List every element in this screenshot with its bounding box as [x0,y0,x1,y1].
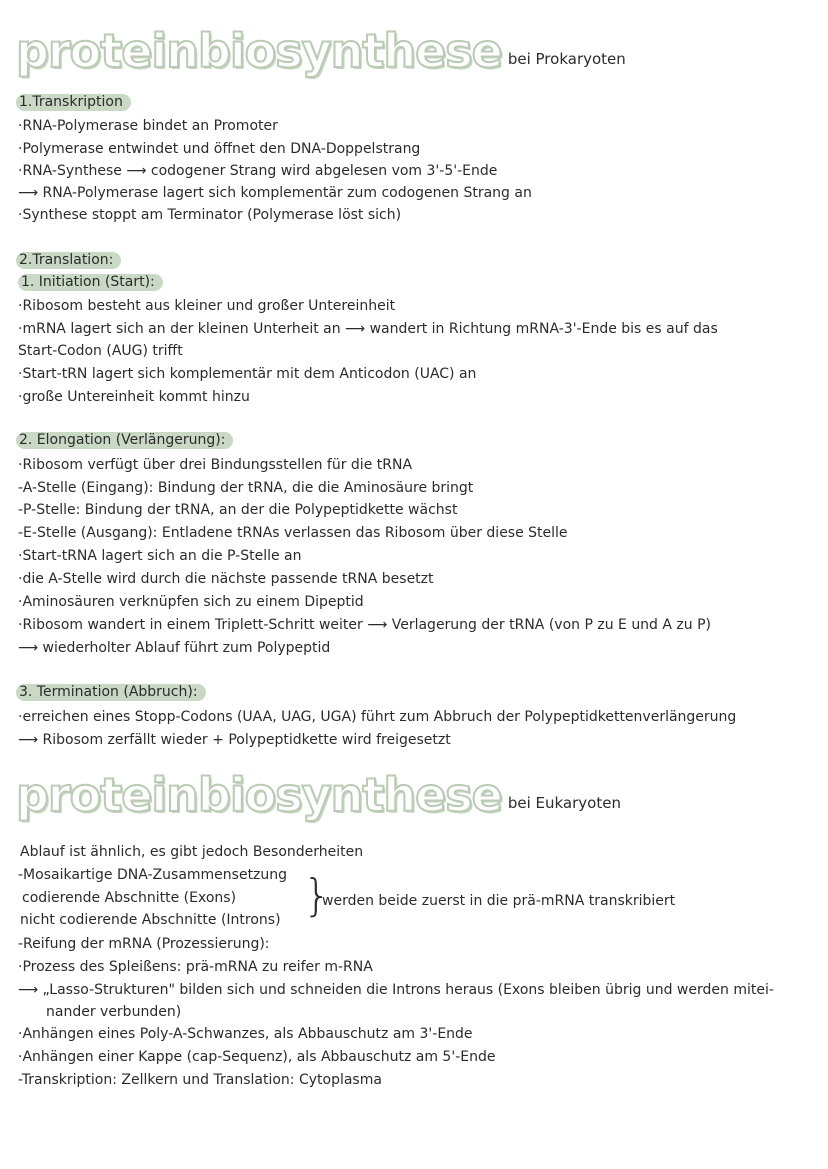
eukaryoten-line: ·Prozess des Spleißens: prä-mRNA zu reifer m-RNA [18,959,373,975]
transkription-line: ·Polymerase entwindet und öffnet den DNA-Doppelstrang [18,141,421,157]
eukaryoten-line: -Transkription: Zellkern und Translation: Cytoplasma [18,1072,382,1088]
termination-line: ⟶ Ribosom zerfällt wieder + Polypeptidkette wird freigesetzt [18,732,451,748]
section2-title: proteinbiosynthese [16,768,502,822]
curly-brace-icon: } [303,870,331,921]
eukaryoten-line: ·Anhängen einer Kappe (cap-Sequenz), als Abbauschutz am 5'-Ende [18,1049,496,1065]
elongation-line: ·Start-tRNA lagert sich an die P-Stelle an [18,548,302,564]
eukaryoten-intro: Ablauf ist ähnlich, es gibt jedoch Besonderheiten [20,844,364,860]
section2-title-row [16,768,621,822]
section1-subtitle: bei Prokaryoten [507,50,626,68]
elongation-line: ⟶ wiederholter Ablauf führt zum Polypeptid [18,640,331,656]
transkription-line: ·RNA-Polymerase bindet an Promoter [18,118,278,134]
eukaryoten-line: ⟶ „Lasso-Strukturen" bilden sich und schneiden die Introns heraus (Exons bleiben übrig und werden mitei- [18,982,774,998]
initiation-line: Start-Codon (AUG) trifft [18,343,183,359]
exons-line: codierende Abschnitte (Exons) [22,890,237,906]
heading-elongation: 2. Elongation (Verlängerung): [16,432,233,449]
elongation-line: ·die A-Stelle wird durch die nächste passende tRNA besetzt [18,571,434,587]
initiation-line: ·Ribosom besteht aus kleiner und großer Untereinheit [18,298,396,314]
brace-note: werden beide zuerst in die prä-mRNA transkribiert [322,893,676,909]
introns-line: nicht codierende Abschnitte (Introns) [20,912,281,928]
heading-translation: 2.Translation: [16,252,121,269]
eukaryoten-line: ·Anhängen eines Poly-A-Schwanzes, als Abbauschutz am 3'-Ende [18,1026,473,1042]
heading-termination: 3. Termination (Abbruch): [16,684,206,701]
elongation-line: -P-Stelle: Bindung der tRNA, an der die Polypeptidkette wächst [18,502,458,518]
initiation-line: ·Start-tRN lagert sich komplementär mit dem Anticodon (UAC) an [18,366,477,382]
eukaryoten-line: -Reifung der mRNA (Prozessierung): [18,936,270,952]
initiation-line: ·mRNA lagert sich an der kleinen Unterheit an ⟶ wandert in Richtung mRNA-3'-Ende bis es auf das [18,321,718,337]
elongation-line: -E-Stelle (Ausgang): Entladene tRNAs verlassen das Ribosom über diese Stelle [18,525,568,541]
section1-title-row [16,24,626,78]
elongation-line: ·Aminosäuren verknüpfen sich zu einem Dipeptid [18,594,364,610]
elongation-line: ·Ribosom verfügt über drei Bindungsstellen für die tRNA [18,457,413,473]
transkription-line: ·RNA-Synthese ⟶ codogener Strang wird abgelesen vom 3'-5'-Ende [18,163,498,179]
section2-subtitle: bei Eukaryoten [507,794,621,812]
mosaik-line: -Mosaikartige DNA-Zusammensetzung [18,867,288,883]
elongation-line: ·Ribosom wandert in einem Triplett-Schritt weiter ⟶ Verlagerung der tRNA (von P zu E und A zu P) [18,617,711,633]
transkription-line: ·Synthese stoppt am Terminator (Polymerase löst sich) [18,207,402,223]
termination-line: ·erreichen eines Stopp-Codons (UAA, UAG, UGA) führt zum Abbruch der Polypeptidkettenverlängerung [18,709,737,725]
initiation-line: ·große Untereinheit kommt hinzu [18,389,250,405]
eukaryoten-line: nander verbunden) [46,1004,182,1020]
transkription-line: ⟶ RNA-Polymerase lagert sich komplementär zum codogenen Strang an [18,185,532,201]
section1-title: proteinbiosynthese [16,24,502,78]
heading-transkription: 1.Transkription [16,94,131,111]
heading-initiation: 1. Initiation (Start): [18,274,163,291]
elongation-line: -A-Stelle (Eingang): Bindung der tRNA, die die Aminosäure bringt [18,480,474,496]
